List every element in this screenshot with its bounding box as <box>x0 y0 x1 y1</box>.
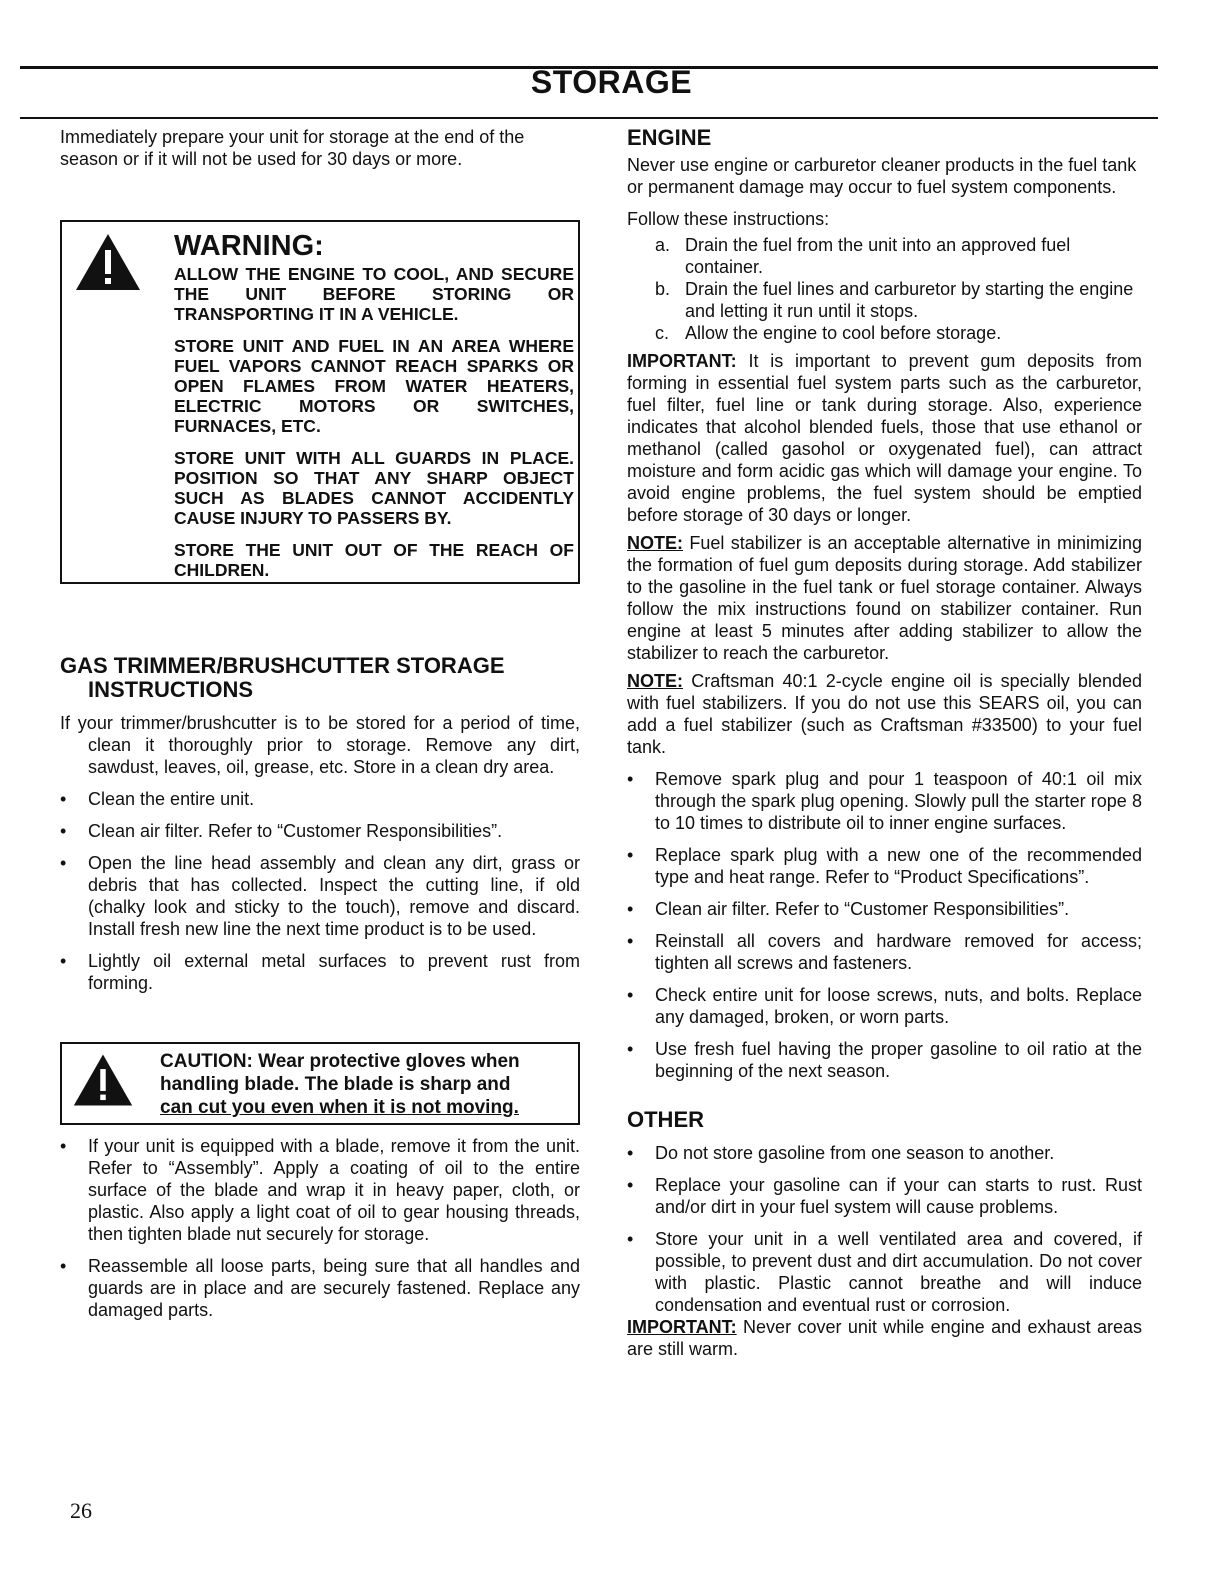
list-item: • Open the line head assembly and clean any dirt, grass or debris that has collected. Inspect the cutting line, if old (chalky look and sticky to the touch), remove and discard. Install fresh new line the next time product is to be used. <box>60 852 580 940</box>
note-paragraph <box>627 670 1142 758</box>
list-item: • Remove spark plug and pour 1 teaspoon of 40:1 oil mix through the spark plug opening. Slowly pull the starter rope 8 to 10 times to distribute oil to inner engine surfaces. <box>627 768 1142 834</box>
list-item: • Replace spark plug with a new one of the recommended type and heat range. Refer to “Product Specifications”. <box>627 844 1142 888</box>
gas-section-intro: If your trimmer/brushcutter is to be stored for a period of time, clean it thoroughly prior to storage. Remove any dirt, sawdust, leaves, oil, grease, etc. Store in a clean dry area. <box>60 713 580 777</box>
gas-section-title-line2: INSTRUCTIONS <box>88 677 253 702</box>
warning-paragraph: STORE UNIT AND FUEL IN AN AREA WHERE FUEL VAPORS CANNOT REACH SPARKS OR OPEN FLAMES FROM WATER HEATERS, ELECTRIC MOTORS OR SWITCHES, FURNACES, ETC. <box>174 336 574 436</box>
note-paragraph <box>627 532 1142 664</box>
list-item: • Reassemble all loose parts, being sure that all handles and guards are in place and are securely fastened. Replace any damaged parts. <box>60 1255 580 1321</box>
right-column <box>627 126 1142 1360</box>
important-label: IMPORTANT: <box>627 351 737 371</box>
gas-section-bullets <box>60 788 580 994</box>
intro-paragraph: Immediately prepare your unit for storage at the end of the season or if it will not be used for 30 days or more. <box>60 127 525 169</box>
follow-instructions: Follow these instructions: <box>627 209 830 229</box>
page-number: 26 <box>70 1498 92 1523</box>
note-text: Craftsman 40:1 2-cycle engine oil is specially blended with fuel stabilizers. If you do not use this SEARS oil, you can add a fuel stabilizer (such as Craftsman #33500) to your fuel tank. <box>627 671 1142 757</box>
step-text: Drain the fuel lines and carburetor by starting the engine and letting it run until it stops. <box>685 279 1134 321</box>
important-text: Never cover unit while engine and exhaust areas are still warm. <box>627 1317 1142 1359</box>
engine-steps <box>627 234 1142 344</box>
title-rule <box>20 117 1158 119</box>
step-letter: c. <box>655 323 670 343</box>
step-text: Allow the engine to cool before storage. <box>685 323 1002 343</box>
list-item: • Clean air filter. Refer to “Customer Responsibilities”. <box>60 820 580 842</box>
important-text: It is important to prevent gum deposits from forming in essential fuel system parts such as the carburetor, fuel filter, fuel line or tank during storage. Also, experience indicates that alcohol blended fuels, those that use ethanol or methanol (called gasohol or oxygenated fuel), can attract moisture and form acidic gas which will damage your engine. To avoid engine problems, the fuel system should be emptied before storage of 30 days or longer. <box>627 351 1142 525</box>
important-label: IMPORTANT: <box>627 1317 737 1337</box>
note-text: Fuel stabilizer is an acceptable alternative in minimizing the formation of fuel gum deposits during storage. Add stabilizer to the gasoline in the fuel tank or fuel storage container. Always follow the mix instructions found on stabilizer container. Run engine at least 5 minutes after adding stabilizer to allow the stabilizer to reach the carburetor. <box>627 533 1142 663</box>
important-paragraph <box>627 350 1142 526</box>
caution-box <box>60 1042 580 1125</box>
gas-section-title-line1: GAS TRIMMER/BRUSHCUTTER STORAGE <box>60 653 505 678</box>
other-bullets <box>627 1142 1142 1316</box>
note-label: NOTE: <box>627 533 683 553</box>
warning-paragraph: ALLOW THE ENGINE TO COOL, AND SECURE THE UNIT BEFORE STORING OR TRANSPORTING IT IN A VEHICLE. <box>174 264 574 324</box>
warning-triangle-icon <box>72 1052 134 1108</box>
list-item <box>627 322 1142 344</box>
list-item: • Lightly oil external metal surfaces to prevent rust from forming. <box>60 950 580 994</box>
list-item: • If your unit is equipped with a blade, remove it from the unit. Refer to “Assembly”. Apply a coating of oil to the entire surface of the blade and wrap it in heavy paper, cloth, or plastic. Also apply a light coat of oil to gear housing threads, then tighten blade nut securely for storage. <box>60 1135 580 1245</box>
note-label: NOTE: <box>627 671 683 691</box>
list-item: • Replace your gasoline can if your can starts to rust. Rust and/or dirt in your fuel system will cause problems. <box>627 1174 1142 1218</box>
engine-intro: Never use engine or carburetor cleaner products in the fuel tank or permanent damage may occur to fuel system components. <box>627 155 1137 197</box>
list-item: • Store your unit in a well ventilated area and covered, if possible, to prevent dust and dirt accumulation. Do not cover with plastic. Plastic cannot breathe and will induce condensation and eventual rust or corrosion. <box>627 1228 1142 1316</box>
warning-paragraph: STORE THE UNIT OUT OF THE REACH OF CHILDREN. <box>174 540 574 580</box>
step-letter: a. <box>655 235 671 255</box>
other-heading: OTHER <box>627 1107 704 1132</box>
list-item: • Clean air filter. Refer to “Customer Responsibilities”. <box>627 898 1142 920</box>
caution-line: handling blade. The blade is sharp and <box>160 1074 511 1095</box>
list-item: • Reinstall all covers and hardware removed for access; tighten all screws and fasteners. <box>627 930 1142 974</box>
step-text: Drain the fuel from the unit into an approved fuel container. <box>685 235 1071 277</box>
blade-bullets <box>60 1135 580 1321</box>
caution-line: can cut you even when it is not moving. <box>160 1097 519 1118</box>
step-letter: b. <box>655 279 671 299</box>
engine-bullets <box>627 768 1142 1082</box>
other-important-paragraph <box>627 1316 1142 1360</box>
left-column <box>60 126 580 1321</box>
caution-line: CAUTION: Wear protective gloves when <box>160 1051 520 1072</box>
warning-box <box>60 220 580 584</box>
list-item: • Do not store gasoline from one season to another. <box>627 1142 1142 1164</box>
list-item: • Clean the entire unit. <box>60 788 580 810</box>
list-item <box>627 234 1142 278</box>
list-item <box>627 278 1142 322</box>
warning-triangle-icon <box>74 232 142 292</box>
page-title: STORAGE <box>530 64 693 100</box>
gas-section-title <box>60 654 580 702</box>
list-item: • Use fresh fuel having the proper gasoline to oil ratio at the beginning of the next season. <box>627 1038 1142 1082</box>
engine-heading: ENGINE <box>627 125 712 150</box>
list-item: • Check entire unit for loose screws, nuts, and bolts. Replace any damaged, broken, or worn parts. <box>627 984 1142 1028</box>
warning-paragraph: STORE UNIT WITH ALL GUARDS IN PLACE. POSITION SO THAT ANY SHARP OBJECT SUCH AS BLADES CANNOT ACCIDENTLY CAUSE INJURY TO PASSERS BY. <box>174 448 574 528</box>
warning-title: WARNING: <box>174 230 324 262</box>
